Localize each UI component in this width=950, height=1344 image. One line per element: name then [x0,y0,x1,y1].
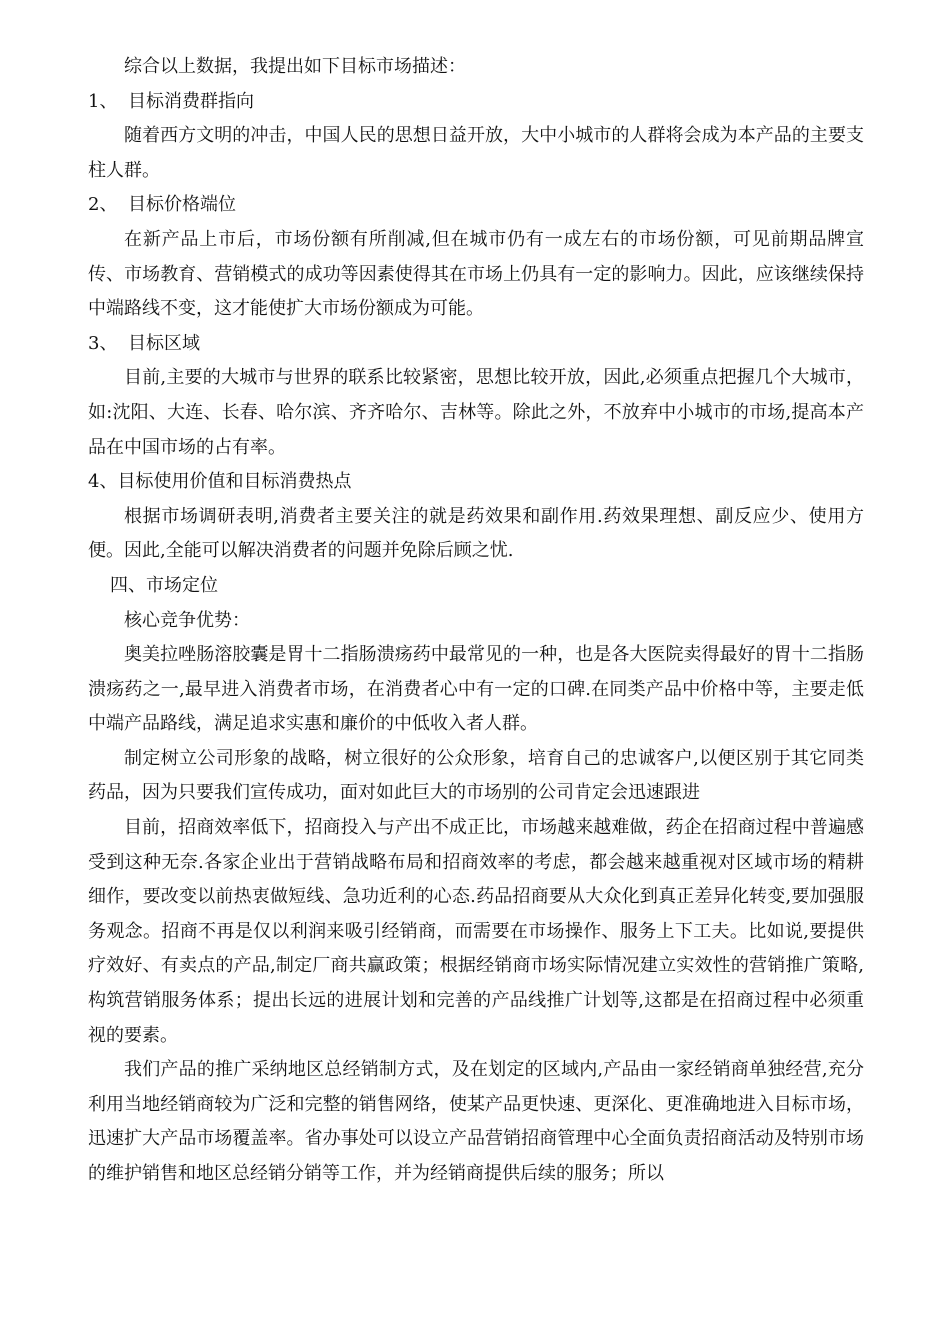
section-body-1: 随着西方文明的冲击，中国人民的思想日益开放，大中小城市的人群将会成为本产品的主要支柱人群。 [88,125,864,181]
section-heading-3 [88,327,864,362]
section-number-2: 2、 [88,194,118,216]
section-body-3: 目前,主要的大城市与世界的联系比较紧密，思想比较开放，因此,必须重点把握几个大城市，如:沈阳、大连、长春、哈尔滨、齐齐哈尔、吉林等。除此之外，不放弃中小城市的市场,提高本产品在中国市场的占有率。 [88,367,864,458]
section-body-2: 在新产品上市后，市场份额有所削减,但在城市仍有一成左右的市场份额，可见前期品牌宣传、市场教育、营销模式的成功等因素使得其在市场上仍具有一定的影响力。因此，应该继续保持中端路线不变，这才能使扩大市场份额成为可能。 [88,228,864,320]
section-number-1: 1、 [88,90,118,112]
positioning-paragraph-2: 制定树立公司形象的战略，树立很好的公众形象，培育自己的忠诚客户,以便区别于其它同类药品，因为只要我们宣传成功，面对如此巨大的市场别的公司肯定会迅速跟进 [88,747,864,804]
section-number-3: 3、 [88,332,118,354]
section-heading-4: 4、目标使用价值和目标消费热点 [88,471,352,493]
section-title-3: 目标区域 [128,332,200,354]
document-page [88,50,864,1192]
section-title-2: 目标价格端位 [128,194,236,216]
section-body-4: 根据市场调研表明,消费者主要关注的就是药效果和副作用.药效果理想、副反应少、使用方便。因此,全能可以解决消费者的问题并免除后顾之忧. [88,505,864,562]
positioning-paragraph-3: 目前，招商效率低下，招商投入与产出不成正比，市场越来越难做，药企在招商过程中普遍感受到这种无奈.各家企业出于营销战略布局和招商效率的考虑，都会越来越重视对区域市场的精耕细作，要改变以前热衷做短线、急功近利的心态.药品招商要从大众化到真正差异化转变,要加强服务观念。招商不再是仅以利润来吸引经销商，而需要在市场操作、服务上下工夫。比如说,要提供疗效好、有卖点的产品,制定厂商共赢政策；根据经销商市场实际情况建立实效性的营销推广策略,构筑营销服务体系；提出长远的进展计划和完善的产品线推广计划等,这都是在招商过程中必须重视的要素。 [88,817,864,1046]
intro-paragraph: 综合以上数据，我提出如下目标市场描述： [124,56,466,77]
section-title-1: 目标消费群指向 [128,90,254,112]
section-heading-2 [88,188,864,223]
positioning-paragraph-1: 奥美拉唑肠溶胶囊是胃十二指肠溃疡药中最常见的一种，也是各大医院卖得最好的胃十二指肠溃疡药之一,最早进入消费者市场，在消费者心中有一定的口碑.在同类产品中价格中等，主要走低中端产品路线，满足追求实惠和廉价的中低收入者人群。 [88,644,864,735]
positioning-paragraph-4: 我们产品的推广采纳地区总经销制方式，及在划定的区域内,产品由一家经销商单独经营,充分利用当地经销商较为广泛和完整的销售网络，使某产品更快速、更深化、更准确地进入目标市场，迅速扩大产品市场覆盖率。省办事处可以设立产品营销招商管理中心全面负责招商活动及特别市场的维护销售和地区总经销分销等工作，并为经销商提供后续的服务；所以 [88,1059,864,1184]
subheading-core-advantage: 核心竞争优势： [124,609,250,631]
chapter-heading-market-positioning: 四、市场定位 [110,574,218,596]
section-heading-1 [88,85,864,120]
